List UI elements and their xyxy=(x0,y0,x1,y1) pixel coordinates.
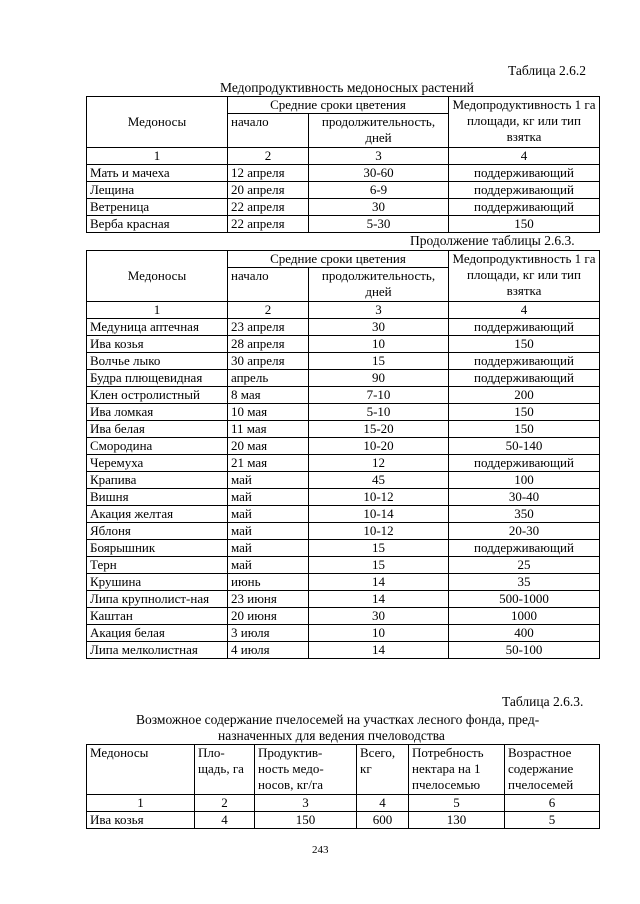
table-row xyxy=(87,489,600,506)
table-row xyxy=(87,472,600,489)
table-row xyxy=(87,319,600,336)
plant-name: Крапива xyxy=(87,472,228,489)
table-row xyxy=(87,199,600,216)
header-productivity: Продуктив-ность медо-носов, кг/га xyxy=(255,745,357,795)
header-productivity: Медопродуктивность 1 га площади, кг или тип взятка xyxy=(449,251,600,302)
bloom-start: 20 июня xyxy=(228,608,309,625)
bloom-start: май xyxy=(228,506,309,523)
nectar-need: 130 xyxy=(409,812,505,829)
plant-name: Акация желтая xyxy=(87,506,228,523)
bloom-start: 8 мая xyxy=(228,387,309,404)
table-row xyxy=(87,557,600,574)
header-plants: Медоносы xyxy=(87,251,228,302)
bloom-days: 45 xyxy=(309,472,449,489)
bloom-days: 14 xyxy=(309,591,449,608)
bloom-start: май xyxy=(228,540,309,557)
header-start: начало xyxy=(228,268,309,302)
productivity: 100 xyxy=(449,472,600,489)
productivity: 400 xyxy=(449,625,600,642)
bloom-start: 22 апреля xyxy=(228,216,309,233)
productivity: поддерживающий xyxy=(449,182,600,199)
bloom-start: 22 апреля xyxy=(228,199,309,216)
bloom-days: 10-20 xyxy=(309,438,449,455)
col-number: 2 xyxy=(195,795,255,812)
productivity: 50-140 xyxy=(449,438,600,455)
table-number: Таблица 2.6.2 xyxy=(508,63,586,78)
productivity: 350 xyxy=(449,506,600,523)
header-bloom-period: Средние сроки цветения xyxy=(228,251,449,268)
bloom-days: 10-12 xyxy=(309,523,449,540)
bloom-start: 3 июля xyxy=(228,625,309,642)
plant-name: Ветреница xyxy=(87,199,228,216)
continuation-label: Продолжение таблицы 2.6.3. xyxy=(410,233,575,248)
plant-name: Акация белая xyxy=(87,625,228,642)
bloom-start: 12 апреля xyxy=(228,165,309,182)
table-row xyxy=(87,625,600,642)
bloom-days: 10-12 xyxy=(309,489,449,506)
productivity: 20-30 xyxy=(449,523,600,540)
table-row xyxy=(87,506,600,523)
bloom-days: 6-9 xyxy=(309,182,449,199)
productivity: 25 xyxy=(449,557,600,574)
plant-name: Ива козья xyxy=(87,336,228,353)
col-number: 5 xyxy=(409,795,505,812)
table-row xyxy=(87,387,600,404)
col-number: 1 xyxy=(87,302,228,319)
productivity: 150 xyxy=(449,404,600,421)
plant-name: Мать и мачеха xyxy=(87,165,228,182)
bloom-days: 15 xyxy=(309,353,449,370)
table-row xyxy=(87,812,600,829)
bloom-days: 7-10 xyxy=(309,387,449,404)
honey-productivity-table-continued xyxy=(86,250,600,659)
col-number: 3 xyxy=(309,302,449,319)
table-row xyxy=(87,523,600,540)
bloom-days: 10-14 xyxy=(309,506,449,523)
productivity: 150 xyxy=(449,336,600,353)
productivity: 1000 xyxy=(449,608,600,625)
productivity: 150 xyxy=(449,216,600,233)
plant-name: Черемуха xyxy=(87,455,228,472)
plant-name: Клен остролистный xyxy=(87,387,228,404)
total: 600 xyxy=(357,812,409,829)
colonies: 5 xyxy=(505,812,600,829)
table-number: Таблица 2.6.3. xyxy=(502,694,584,709)
bloom-start: июнь xyxy=(228,574,309,591)
bloom-start: 30 апреля xyxy=(228,353,309,370)
bloom-start: май xyxy=(228,472,309,489)
plant-name: Ива ломкая xyxy=(87,404,228,421)
plant-name: Каштан xyxy=(87,608,228,625)
plant-name: Будра плющевидная xyxy=(87,370,228,387)
bloom-days: 10 xyxy=(309,336,449,353)
header-start: начало xyxy=(228,114,309,148)
col-number: 4 xyxy=(357,795,409,812)
plant-name: Боярышник xyxy=(87,540,228,557)
productivity: 150 xyxy=(255,812,357,829)
table-row xyxy=(87,574,600,591)
productivity: 200 xyxy=(449,387,600,404)
productivity: 500-1000 xyxy=(449,591,600,608)
table-row xyxy=(87,182,600,199)
plant-name: Терн xyxy=(87,557,228,574)
table-row xyxy=(87,540,600,557)
bloom-days: 15 xyxy=(309,540,449,557)
col-number: 3 xyxy=(255,795,357,812)
table-title-line-1: Возможное содержание пчелосемей на участках лесного фонда, пред- xyxy=(136,712,540,727)
productivity: поддерживающий xyxy=(449,540,600,557)
col-number: 4 xyxy=(449,302,600,319)
plant-name: Лещина xyxy=(87,182,228,199)
header-nectar-need: Потребность нектара на 1 пчелосемью xyxy=(409,745,505,795)
bloom-days: 15-20 xyxy=(309,421,449,438)
area: 4 xyxy=(195,812,255,829)
bloom-start: апрель xyxy=(228,370,309,387)
table-row xyxy=(87,608,600,625)
bloom-days: 90 xyxy=(309,370,449,387)
table-row xyxy=(87,404,600,421)
bloom-days: 14 xyxy=(309,642,449,659)
table-row xyxy=(87,591,600,608)
plant-name: Крушина xyxy=(87,574,228,591)
col-number: 6 xyxy=(505,795,600,812)
bloom-start: 23 апреля xyxy=(228,319,309,336)
col-number: 1 xyxy=(87,148,228,165)
bloom-start: 21 мая xyxy=(228,455,309,472)
bloom-start: 11 мая xyxy=(228,421,309,438)
plant-name: Медуница аптечная xyxy=(87,319,228,336)
table-row xyxy=(87,455,600,472)
productivity: поддерживающий xyxy=(449,199,600,216)
bloom-days: 10 xyxy=(309,625,449,642)
page-number: 243 xyxy=(312,844,329,856)
plant-name: Верба красная xyxy=(87,216,228,233)
honey-productivity-table xyxy=(86,96,600,233)
bloom-start: 23 июня xyxy=(228,591,309,608)
bloom-days: 30 xyxy=(309,608,449,625)
bee-colonies-table xyxy=(86,744,600,829)
plant-name: Вишня xyxy=(87,489,228,506)
bloom-days: 15 xyxy=(309,557,449,574)
productivity: поддерживающий xyxy=(449,353,600,370)
bloom-days: 30-60 xyxy=(309,165,449,182)
header-duration: продолжительность, дней xyxy=(309,268,449,302)
col-number: 2 xyxy=(228,302,309,319)
bloom-days: 5-30 xyxy=(309,216,449,233)
bloom-start: май xyxy=(228,557,309,574)
table-row xyxy=(87,438,600,455)
bloom-start: май xyxy=(228,523,309,540)
header-productivity: Медопродуктивность 1 га площади, кг или тип взятка xyxy=(449,97,600,148)
bloom-days: 30 xyxy=(309,319,449,336)
bloom-start: 20 апреля xyxy=(228,182,309,199)
productivity: 35 xyxy=(449,574,600,591)
productivity: 30-40 xyxy=(449,489,600,506)
table-title-line-2: назначенных для ведения пчеловодства xyxy=(218,728,445,743)
bloom-start: 10 мая xyxy=(228,404,309,421)
plant-name: Ива козья xyxy=(87,812,195,829)
table-row xyxy=(87,336,600,353)
plant-name: Смородина xyxy=(87,438,228,455)
productivity: 50-100 xyxy=(449,642,600,659)
table-row xyxy=(87,353,600,370)
header-colonies: Возрастное содержание пчелосемей xyxy=(505,745,600,795)
col-number: 3 xyxy=(309,148,449,165)
header-total: Всего, кг xyxy=(357,745,409,795)
table-row xyxy=(87,421,600,438)
bloom-start: 20 мая xyxy=(228,438,309,455)
plant-name: Липа крупнолист-ная xyxy=(87,591,228,608)
productivity: поддерживающий xyxy=(449,455,600,472)
bloom-days: 30 xyxy=(309,199,449,216)
plant-name: Яблоня xyxy=(87,523,228,540)
productivity: поддерживающий xyxy=(449,319,600,336)
bloom-start: 28 апреля xyxy=(228,336,309,353)
bloom-days: 12 xyxy=(309,455,449,472)
bloom-start: май xyxy=(228,489,309,506)
bloom-days: 5-10 xyxy=(309,404,449,421)
header-plants: Медоносы xyxy=(87,745,195,795)
plant-name: Волчье лыко xyxy=(87,353,228,370)
bloom-days: 14 xyxy=(309,574,449,591)
header-plants: Медоносы xyxy=(87,97,228,148)
header-bloom-period: Средние сроки цветения xyxy=(228,97,449,114)
plant-name: Ива белая xyxy=(87,421,228,438)
col-number: 1 xyxy=(87,795,195,812)
bloom-start: 4 июля xyxy=(228,642,309,659)
table-title: Медопродуктивность медоносных растений xyxy=(220,80,474,95)
plant-name: Липа мелколистная xyxy=(87,642,228,659)
col-number: 4 xyxy=(449,148,600,165)
productivity: поддерживающий xyxy=(449,165,600,182)
col-number: 2 xyxy=(228,148,309,165)
productivity: поддерживающий xyxy=(449,370,600,387)
productivity: 150 xyxy=(449,421,600,438)
table-row xyxy=(87,216,600,233)
table-row xyxy=(87,642,600,659)
table-row xyxy=(87,370,600,387)
header-duration: продолжительность, дней xyxy=(309,114,449,148)
header-area: Пло-щадь, га xyxy=(195,745,255,795)
table-row xyxy=(87,165,600,182)
